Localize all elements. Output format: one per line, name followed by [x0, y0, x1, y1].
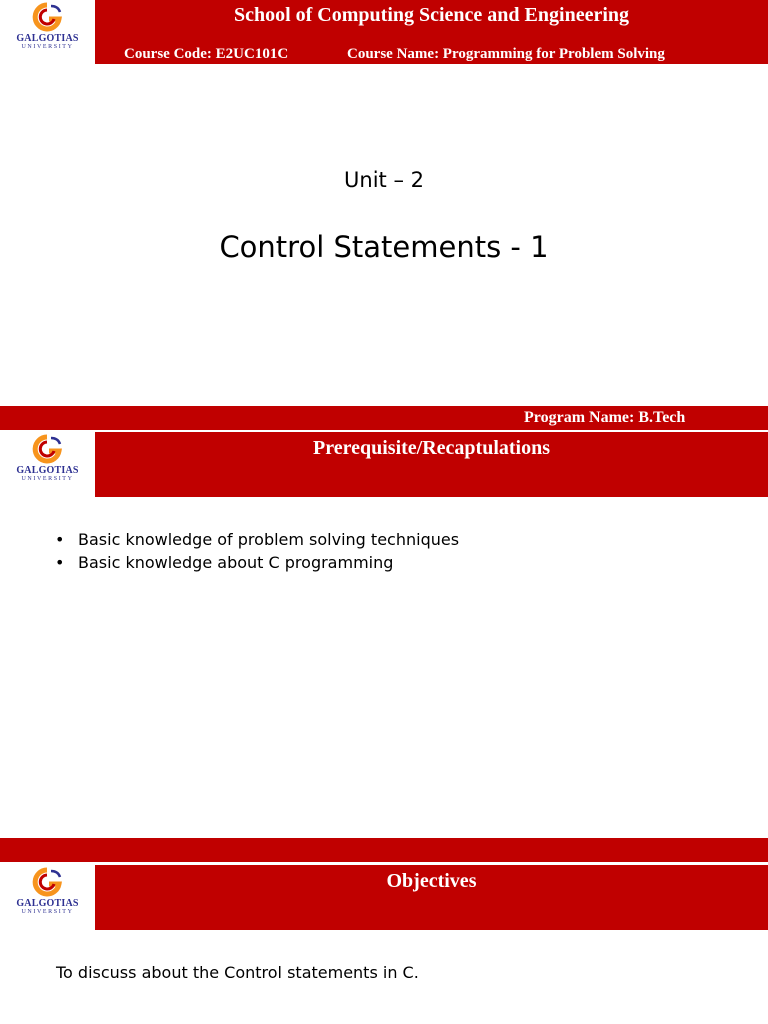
logo-name: GALGOTIAS: [16, 33, 79, 44]
slide-2-footer-bar: [0, 838, 768, 862]
slide-2-heading: Prerequisite/Recaptulations: [312, 437, 551, 459]
objective-text: To discuss about the Control statements in C.: [56, 963, 419, 982]
logo-subtitle: UNIVERSITY: [21, 909, 74, 915]
galgotias-logo-icon: [30, 867, 64, 897]
program-name: Program Name: B.Tech: [524, 409, 686, 426]
logo-subtitle: UNIVERSITY: [21, 44, 74, 50]
galgotias-logo: [0, 432, 95, 497]
unit-label: Unit – 2: [344, 168, 424, 192]
slide-2: [0, 432, 768, 838]
bullet-icon: •: [55, 553, 65, 572]
course-name: Course Name: Programming for Problem Solving: [347, 46, 665, 62]
bullet-text: Basic knowledge of problem solving techniques: [78, 530, 460, 549]
course-code: Course Code: E2UC101C: [124, 46, 289, 62]
logo-name: GALGOTIAS: [16, 465, 79, 476]
slide-3: [0, 865, 768, 1024]
bullet-text: Basic knowledge about C programming: [78, 553, 394, 572]
bullet-item: [55, 530, 459, 549]
school-name: School of Computing Science and Engineering: [233, 4, 630, 26]
slide-1: [0, 0, 768, 430]
galgotias-logo: [0, 865, 95, 930]
galgotias-logo-icon: [30, 434, 64, 464]
slide-3-heading: Objectives: [386, 870, 477, 892]
bullet-item: [55, 553, 393, 572]
logo-subtitle: UNIVERSITY: [21, 476, 74, 482]
galgotias-logo-icon: [30, 2, 64, 32]
galgotias-logo: [0, 0, 95, 64]
logo-name: GALGOTIAS: [16, 898, 79, 909]
bullet-icon: •: [55, 530, 65, 549]
slide-title: Control Statements - 1: [219, 230, 549, 264]
